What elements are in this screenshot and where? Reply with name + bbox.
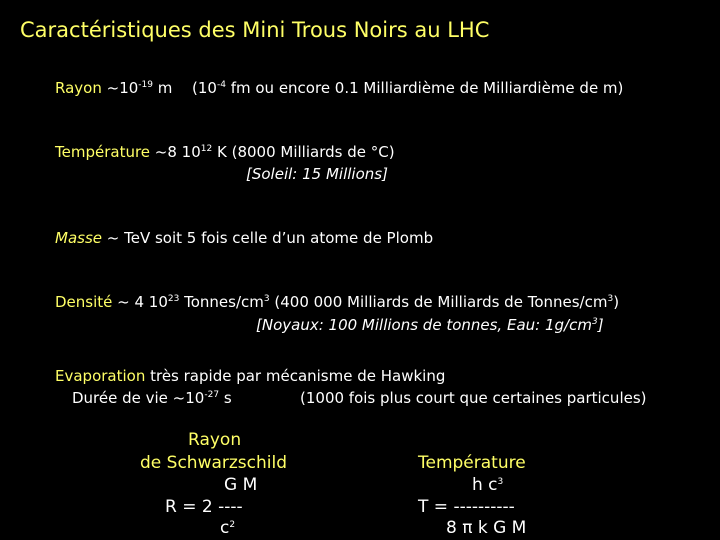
densite-paren-exponent: 3 <box>607 294 614 304</box>
temperature-rest: K (8000 Milliards de °C) <box>212 143 395 161</box>
densite-paren-close: ) <box>613 293 620 311</box>
duree-unit: s <box>219 389 232 407</box>
hawking-temp-numerator-base: h c <box>472 475 498 495</box>
schwarzschild-equation <box>165 497 243 517</box>
schwarzschild-denominator-base: c <box>220 518 230 538</box>
rayon-detail-exponent: -4 <box>216 80 226 90</box>
hawking-temp-numerator <box>472 475 503 495</box>
temperature-label: Température <box>55 143 151 161</box>
schwarzschild-denominator-exponent: 2 <box>229 520 236 530</box>
densite-unit: Tonnes/cm <box>179 293 264 311</box>
temperature-exponent: 12 <box>200 144 213 154</box>
schwarzschild-title-1: Rayon <box>188 430 242 450</box>
rayon-approx: ~10 <box>101 79 139 97</box>
densite-unit-exponent: 3 <box>263 294 270 304</box>
rayon-detail-post: fm ou encore 0.1 Milliardième de Milliardième de m) <box>225 79 624 97</box>
schwarzschild-numerator: G M <box>224 475 258 495</box>
densite-exponent: 23 <box>167 294 180 304</box>
hawking-temp-denominator: 8 π k G M <box>446 518 527 538</box>
duree-detail: (1000 fois plus court que certaines particules) <box>300 389 647 407</box>
hawking-temp-title: Température <box>418 453 526 473</box>
rayon-unit: m <box>153 79 173 97</box>
schwarzschild-lhs: R = 2 <box>165 497 213 517</box>
rayon-detail-pre: (10 <box>192 79 217 97</box>
densite-line <box>55 293 619 311</box>
masse-line <box>55 229 433 247</box>
hawking-temp-equation <box>418 497 515 517</box>
hawking-temp-fraction-bar: ---------- <box>453 497 515 517</box>
schwarzschild-title-2: de Schwarzschild <box>140 453 288 473</box>
temperature-note: [Soleil: 15 Millions] <box>246 165 388 183</box>
schwarzschild-denominator <box>220 518 235 538</box>
densite-value: ~ 4 10 <box>112 293 168 311</box>
page-title: Caractéristiques des Mini Trous Noirs au LHC <box>20 18 490 42</box>
rayon-detail <box>192 79 623 97</box>
densite-label: Densité <box>55 293 113 311</box>
hawking-temp-numerator-exponent: 3 <box>497 477 504 487</box>
densite-paren: (400 000 Milliards de Milliards de Tonnes/cm <box>269 293 608 311</box>
densite-note-text: [Noyaux: 100 Millions de tonnes, Eau: 1g/cm <box>256 316 592 334</box>
masse-text: ~ TeV soit 5 fois celle d’un atome de Plomb <box>102 229 434 247</box>
masse-label: Masse <box>55 229 102 247</box>
densite-note <box>256 316 604 334</box>
rayon-exponent: -19 <box>138 80 153 90</box>
duree-pre: Durée de vie ~10 <box>72 389 205 407</box>
evaporation-text: très rapide par mécanisme de Hawking <box>145 367 446 385</box>
temperature-value: ~8 10 <box>150 143 201 161</box>
temperature-line <box>55 143 395 161</box>
hawking-temp-lhs: T = <box>418 497 454 517</box>
duree-line <box>72 389 232 407</box>
densite-note-close: ] <box>597 316 604 334</box>
rayon-label: Rayon <box>55 79 102 97</box>
densite-note-exponent: 3 <box>591 317 598 327</box>
evaporation-label: Evaporation <box>55 367 146 385</box>
duree-exponent: -27 <box>204 390 220 400</box>
rayon-line <box>55 79 172 97</box>
schwarzschild-fraction-bar: ---- <box>212 497 243 517</box>
evaporation-line <box>55 367 445 385</box>
